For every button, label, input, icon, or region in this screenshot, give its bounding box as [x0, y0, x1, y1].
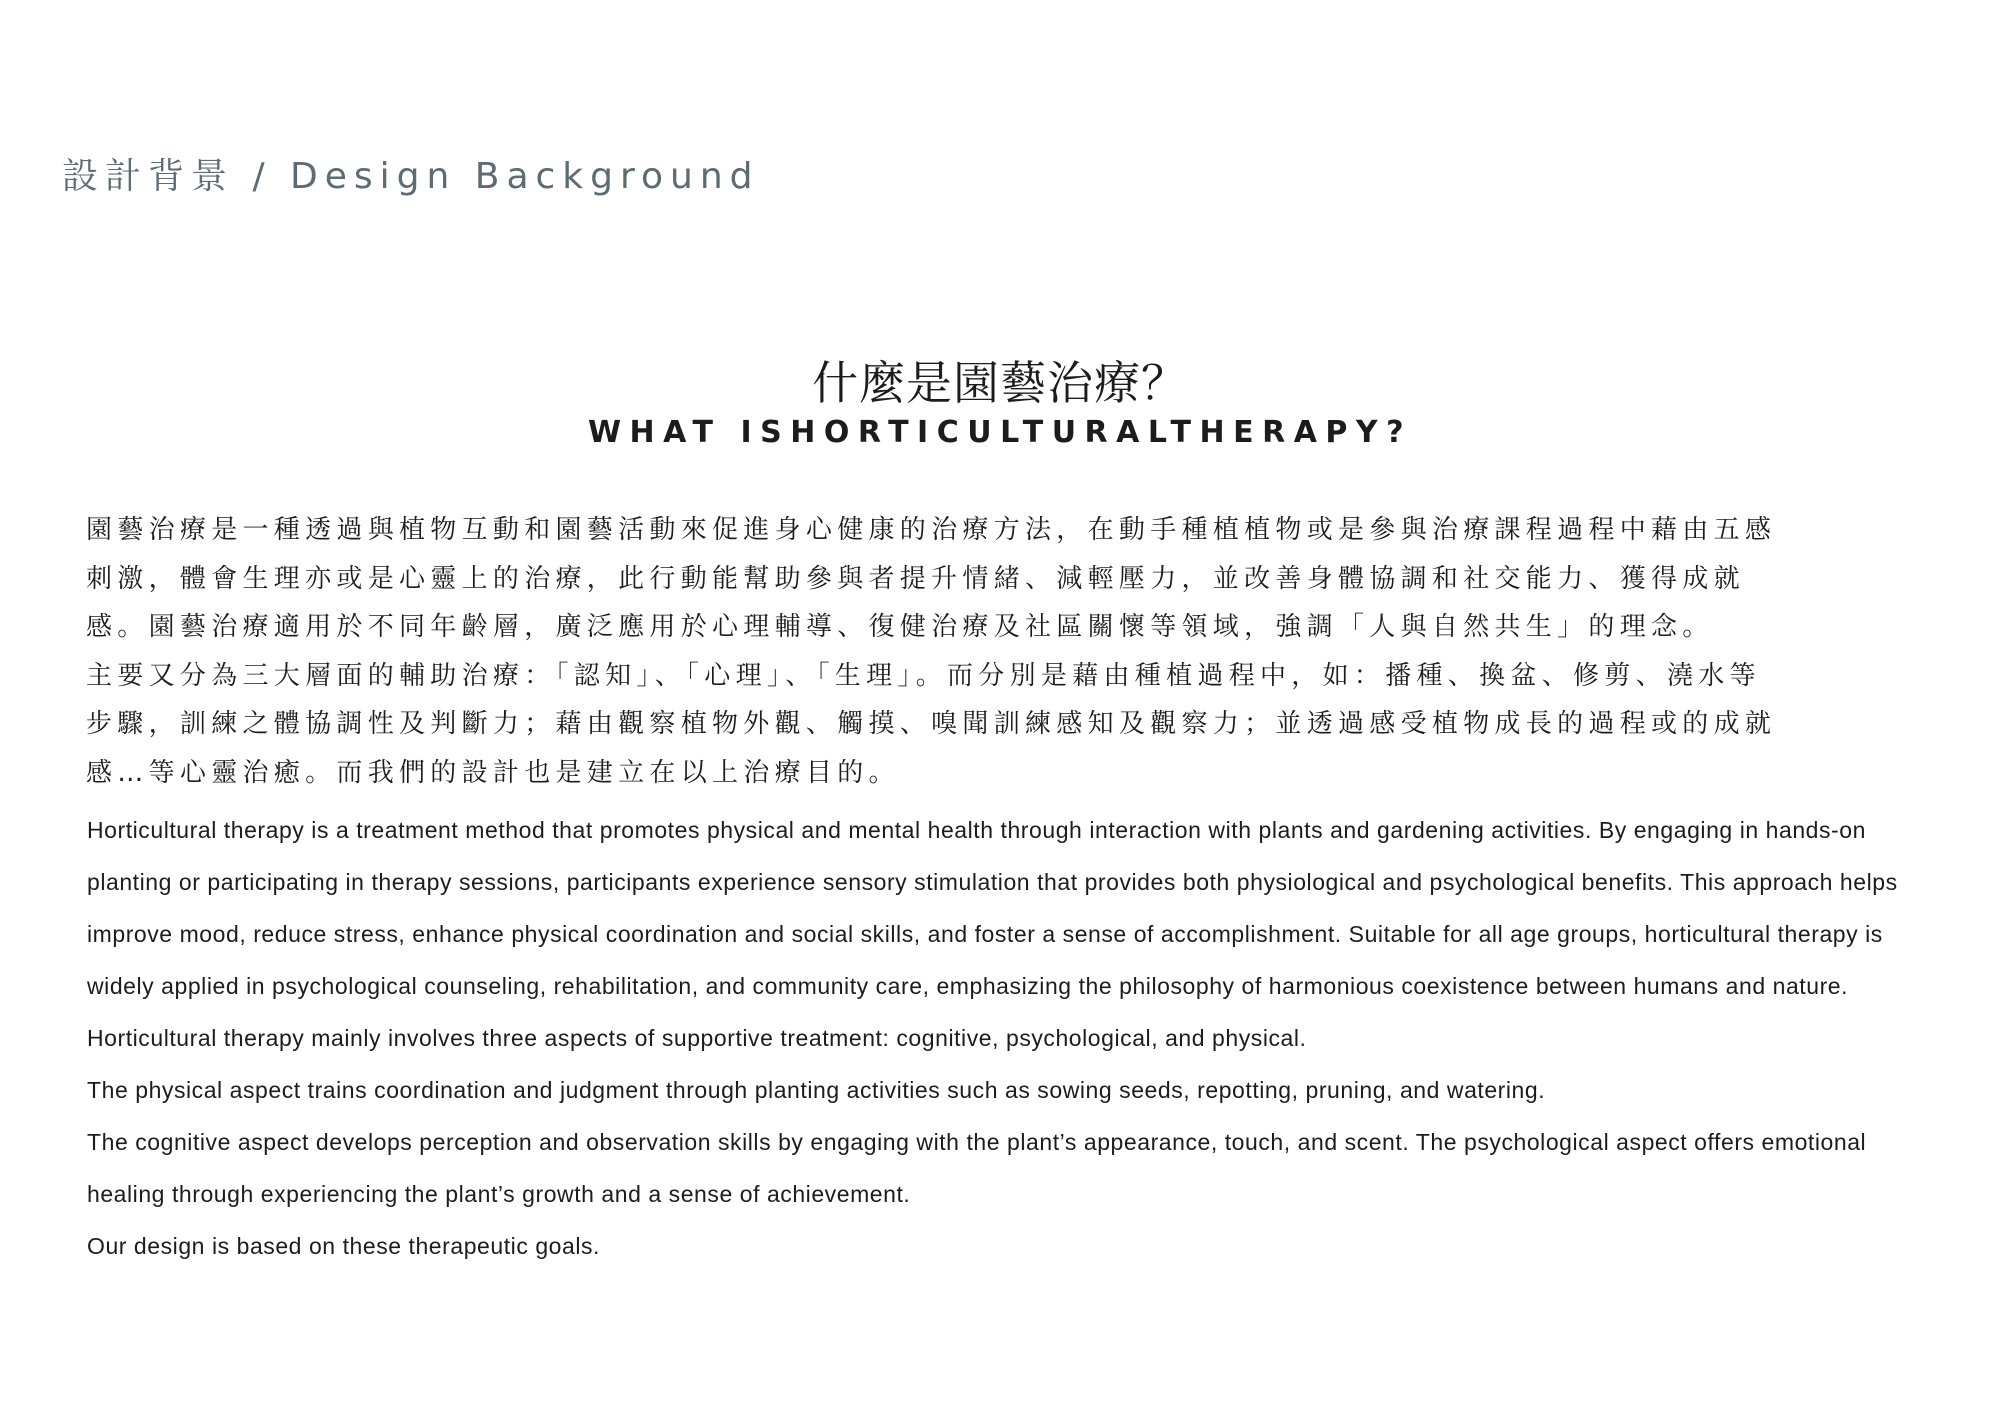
chinese-paragraph-line: 刺激，體會生理亦或是心靈上的治療，此行動能幫助參與者提升情緒、減輕壓力，並改善身體協調和社交能力、獲得成就	[86, 563, 1745, 594]
chinese-paragraph-line: 步驟，訓練之體協調性及判斷力；藉由觀察植物外觀、觸摸、嗅聞訓練感知及觀察力；並透過感受植物成長的過程或的成就	[86, 709, 1777, 739]
title-block	[0, 352, 2000, 454]
section-header: 設計背景 / Design Background	[62, 156, 760, 197]
chinese-paragraph-line: 感…等心靈治癒。而我們的設計也是建立在以上治療目的。	[86, 757, 900, 788]
chinese-paragraph-line: 主要又分為三大層面的輔助治療：「認知」、「心理」、「生理」。而分別是藉由種植過程中，如：播種、換盆、修剪、澆水等	[86, 660, 1761, 691]
english-paragraph-line: planting or participating in therapy sessions, participants experience sensory stimulation that provides both physiological and psychological benefits. This approach helps	[87, 869, 1898, 895]
english-paragraph-line: Horticultural therapy mainly involves three aspects of supportive treatment: cognitive, psychological, and physical.	[87, 1025, 1307, 1051]
english-paragraph-line: improve mood, reduce stress, enhance physical coordination and social skills, and foster a sense of accomplishment. Suitable for all age groups, horticultural therapy is	[87, 921, 1883, 947]
chinese-paragraph	[86, 506, 1946, 797]
page-title-en: WHAT ISHORTICULTURALTHERAPY?	[587, 415, 1413, 450]
english-paragraph-line: The cognitive aspect develops perception and observation skills by engaging with the plant’s appearance, touch, and scent. The psychological aspect offers emotional	[87, 1129, 1867, 1155]
english-paragraph	[87, 804, 1967, 1272]
english-paragraph-line: widely applied in psychological counseling, rehabilitation, and community care, emphasizing the philosophy of harmonious coexistence between humans and nature.	[87, 973, 1849, 999]
english-paragraph-line: Horticultural therapy is a treatment method that promotes physical and mental health through interaction with plants and gardening activities. By engaging in hands-on	[87, 817, 1866, 843]
page-title-zh: 什麼是園藝治療？	[812, 356, 1188, 410]
chinese-paragraph-line: 感。園藝治療適用於不同年齡層，廣泛應用於心理輔導、復健治療及社區關懷等領域，強調「人與自然共生」的理念。	[86, 612, 1714, 642]
english-paragraph-line: healing through experiencing the plant’s growth and a sense of achievement.	[87, 1181, 911, 1207]
chinese-paragraph-line: 園藝治療是一種透過與植物互動和園藝活動來促進身心健康的治療方法，在動手種植植物或是參與治療課程過程中藉由五感	[86, 515, 1777, 545]
english-paragraph-line: The physical aspect trains coordination and judgment through planting activities such as sowing seeds, repotting, pruning, and watering.	[87, 1077, 1546, 1103]
english-paragraph-line: Our design is based on these therapeutic goals.	[87, 1233, 600, 1259]
